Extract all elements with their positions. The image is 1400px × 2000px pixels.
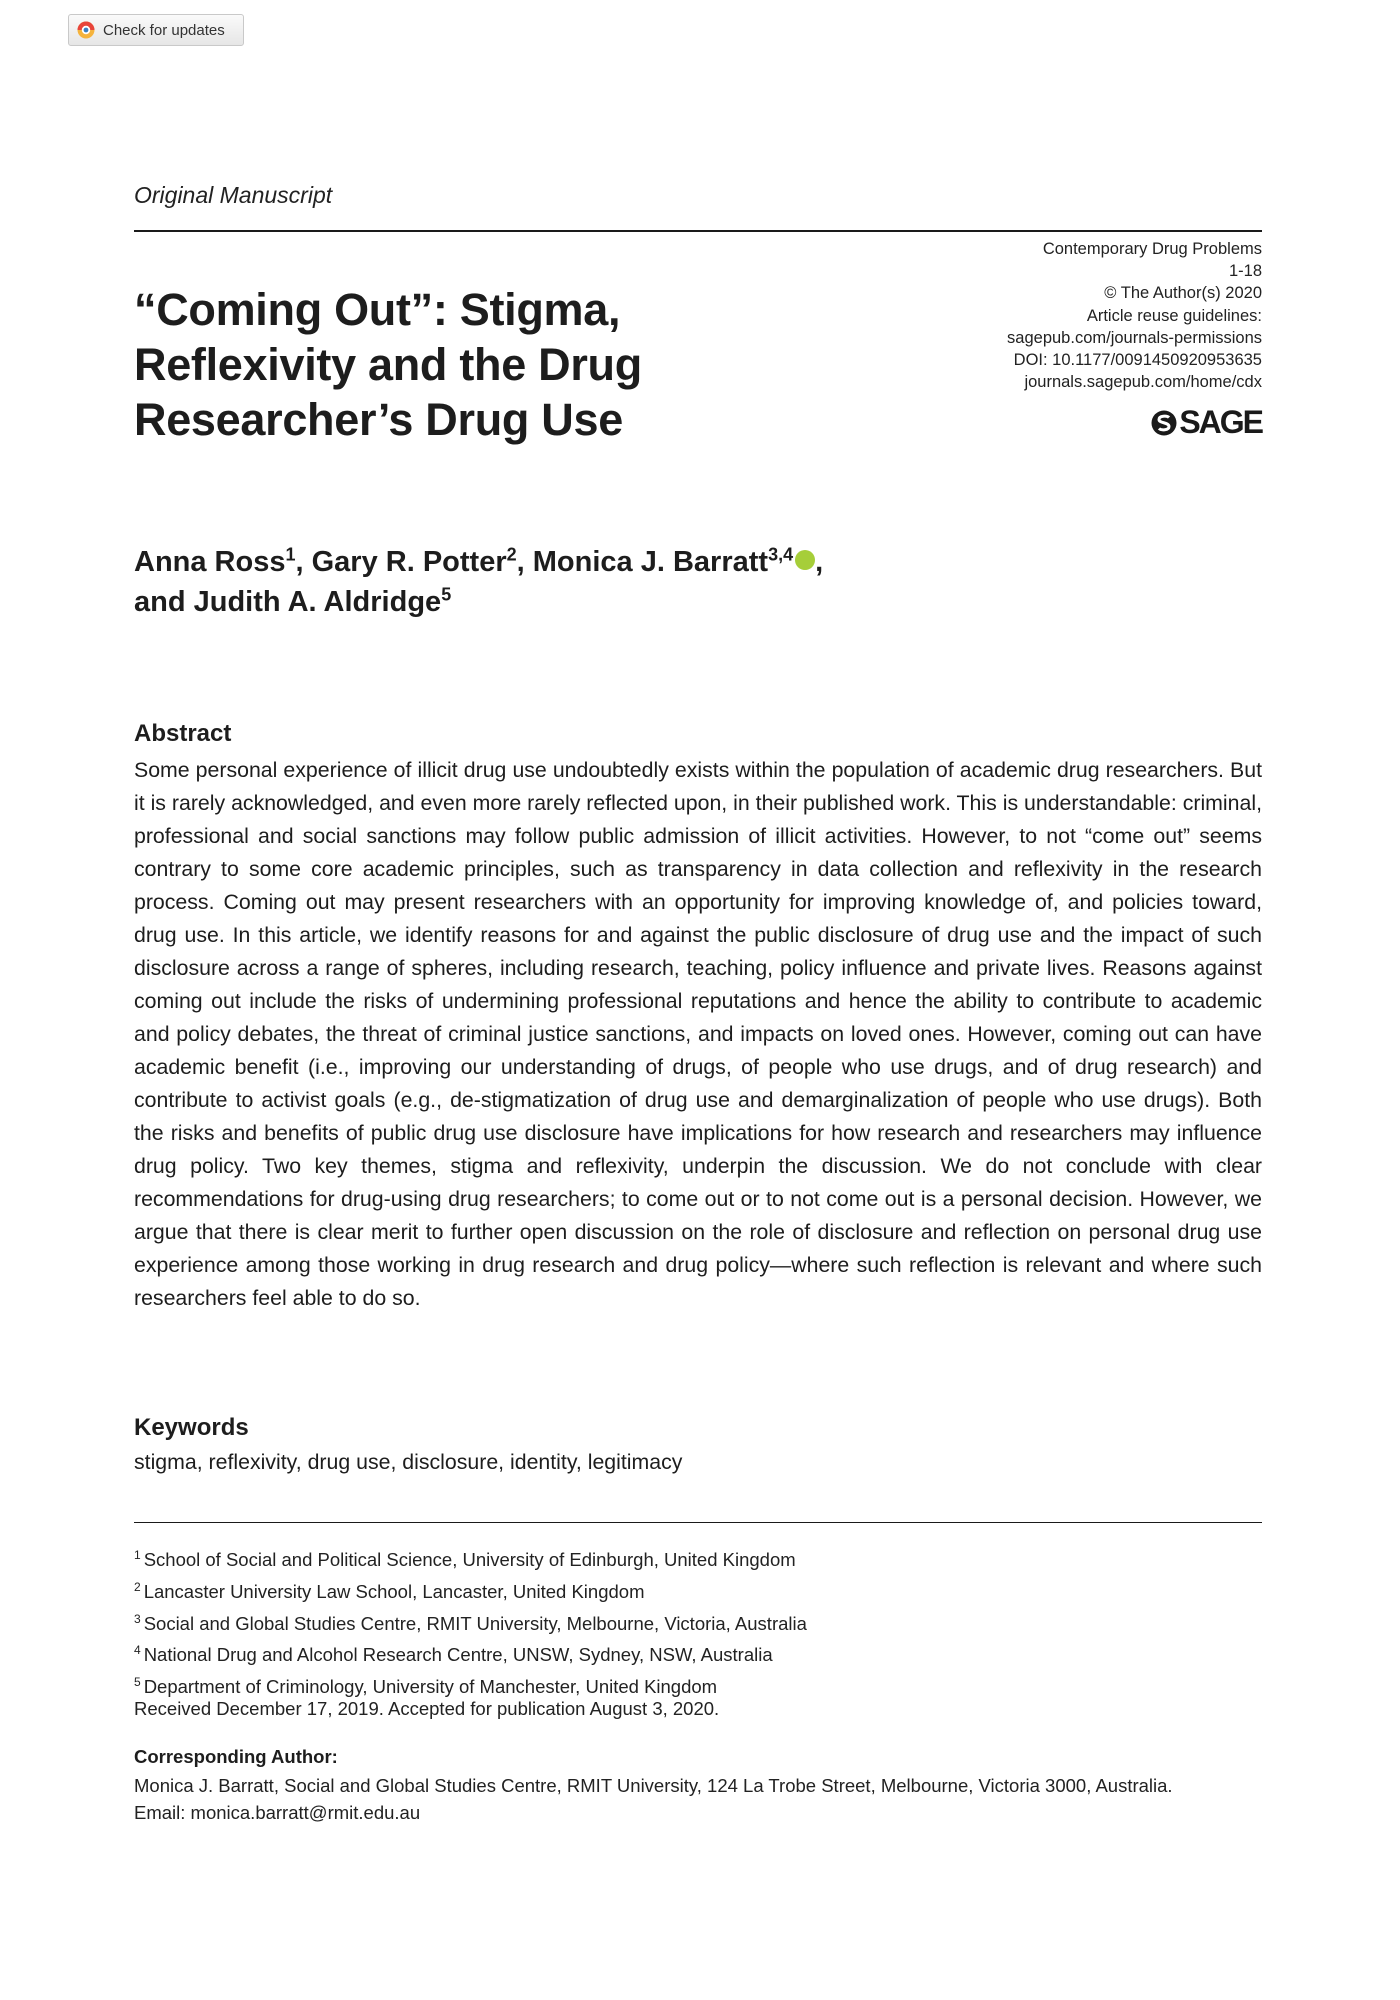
affiliation-text: Social and Global Studies Centre, RMIT University, Melbourne, Victoria, Australia: [143, 1612, 807, 1634]
title-line: “Coming Out”: Stigma,: [134, 284, 621, 335]
affiliation-item: [134, 1606, 807, 1638]
author-list: [134, 542, 823, 622]
received-dates: Received December 17, 2019. Accepted for publication August 3, 2020.: [134, 1698, 720, 1719]
sage-s-icon: [1151, 409, 1177, 437]
corresponding-author-label: Corresponding Author:: [134, 1746, 338, 1767]
affiliation-text: Department of Criminology, University of Manchester, United Kingdom: [143, 1676, 718, 1698]
author-affiliation-marker: 5: [441, 584, 452, 605]
author-name: and Judith A. Aldridge: [134, 586, 442, 618]
author-name: Gary R. Potter: [311, 546, 507, 578]
affiliation-item: [134, 1637, 807, 1669]
affiliation-number: 4: [134, 1643, 141, 1658]
orcid-icon[interactable]: [795, 550, 815, 570]
affiliation-number: 5: [134, 1675, 141, 1689]
crossmark-icon: [77, 21, 95, 39]
article-title: [134, 282, 774, 447]
reuse-label: Article reuse guidelines:: [1086, 306, 1262, 325]
author-affiliation-marker: 1: [285, 544, 296, 565]
author-affiliation-marker: 3,4: [768, 544, 794, 565]
keywords-list: stigma, reflexivity, drug use, disclosure, identity, legitimacy: [134, 1450, 683, 1474]
author-separator: ,: [516, 546, 533, 578]
affiliation-number: 3: [134, 1611, 141, 1626]
footnote-rule: [134, 1522, 1262, 1523]
affiliation-number: 2: [134, 1579, 141, 1594]
abstract-body: Some personal experience of illicit drug use undoubtedly exists within the population of academic drug researchers. But it is rarely acknowledged, and even more rarely reflected upon, in their published work. This is understandable: criminal, professional and social sanctions may follow public admission of illicit activities. However, to not “come out” seems contrary to some core academic principles, such as transparency in data collection and reflexivity in the research process. Coming out may present researchers with an opportunity for improving knowledge of, and policies toward, drug use. In this article, we identify reasons for and against the public disclosure of drug use and the impact of such disclosure across a range of spheres, including research, teaching, policy influence and private lives. Reasons against coming out include the risks of undermining professional reputations and hence the ability to contribute to academic and policy debates, the threat of criminal justice sanctions, and impacts on loved ones. However, coming out can have academic benefit (i.e., improving our understanding of drugs, of people who use drugs, and of drug research) and contribute to activist goals (e.g., de-stigmatization of drug use and demarginalization of people who use drugs). Both the risks and benefits of public drug use disclosure have implications for how research and researchers may influence drug policy. Two key themes, stigma and reflexivity, underpin the discussion. We do not conclude with clear recommendations for drug-using drug researchers; to come out or to not come out is a personal decision. However, we argue that there is clear merit to further open discussion on the role of disclosure and reflection on personal drug use experience among those working in drug research and drug policy—where such reflection is relevant and where such researchers feel able to do so.: [134, 758, 1262, 1310]
affiliation-text: Lancaster University Law School, Lancaster, United Kingdom: [143, 1580, 645, 1602]
check-for-updates-button[interactable]: [68, 14, 244, 46]
author-affiliation-marker: 2: [506, 544, 517, 565]
author-name: Monica J. Barratt: [532, 546, 769, 578]
affiliation-text: National Drug and Alcohol Research Centre, UNSW, Sydney, NSW, Australia: [143, 1644, 773, 1666]
title-line: Reflexivity and the Drug: [134, 339, 642, 390]
affiliation-item: [134, 1669, 807, 1701]
author-separator: ,: [295, 546, 312, 578]
journal-info: [1007, 238, 1262, 393]
check-for-updates-label: Check for updates: [103, 21, 225, 39]
affiliations: [134, 1542, 807, 1701]
corresponding-author-details: [134, 1772, 1264, 1826]
journal-copyright: © The Author(s) 2020: [1104, 284, 1262, 303]
abstract-heading: Abstract: [134, 720, 232, 747]
journal-name: Contemporary Drug Problems: [1042, 240, 1262, 258]
sage-wordmark: SAGE: [1179, 404, 1262, 440]
affiliation-text: School of Social and Political Science, University of Edinburgh, United Kingdom: [143, 1549, 796, 1571]
author-line: [134, 582, 823, 622]
journal-homepage-link[interactable]: journals.sagepub.com/home/cdx: [1024, 373, 1262, 392]
author-line: [134, 542, 823, 582]
section-label: Original Manuscript: [134, 182, 333, 208]
reuse-link[interactable]: sagepub.com/journals-permissions: [1007, 328, 1262, 347]
doi-link[interactable]: DOI: 10.1177/0091450920953635: [1013, 351, 1262, 370]
affiliation-item: [134, 1574, 807, 1606]
affiliation-item: [134, 1542, 807, 1574]
journal-pages: 1-18: [1228, 262, 1262, 281]
author-separator: ,: [815, 546, 824, 578]
sage-logo: [1151, 404, 1262, 441]
keywords-heading: Keywords: [134, 1414, 249, 1441]
author-name: Anna Ross: [134, 546, 286, 578]
header-rule: [134, 230, 1262, 232]
corresponding-email[interactable]: Email: monica.barratt@rmit.edu.au: [134, 1802, 421, 1823]
corresponding-address: Monica J. Barratt, Social and Global Studies Centre, RMIT University, 124 La Trobe Street, Melbourne, Victoria 3000, Australia.: [134, 1775, 1173, 1796]
affiliation-number: 1: [134, 1548, 141, 1562]
title-line: Researcher’s Drug Use: [134, 394, 623, 445]
